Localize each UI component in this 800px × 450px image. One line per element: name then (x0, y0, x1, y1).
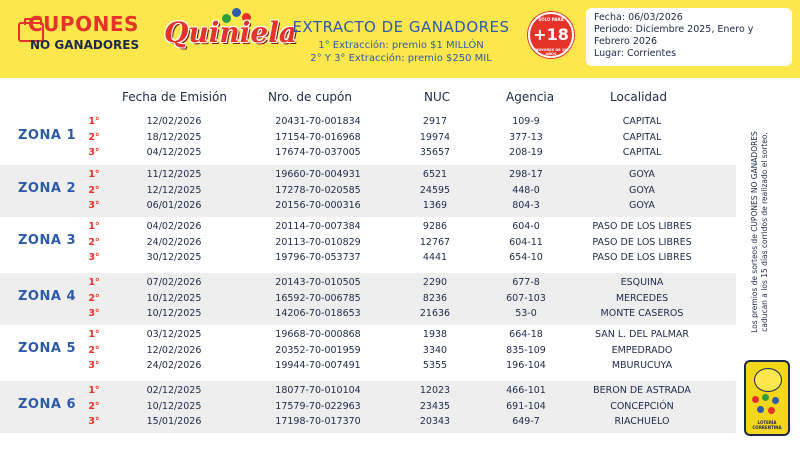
localidad-cell: SAN L. DEL PALMAR (594, 329, 689, 340)
quiniela-logo: Quiniela (164, 16, 297, 49)
fecha-cell: 02/12/2025 (146, 385, 202, 396)
nuc-cell: 2290 (422, 277, 448, 288)
nuc-cell: 19974 (419, 131, 451, 143)
row-position: 2° (88, 292, 100, 304)
fecha-cell: 30/12/2025 (146, 252, 202, 263)
row-position: 1° (88, 385, 100, 396)
fecha-cell: 10/12/2025 (146, 292, 202, 304)
localidad-cell: GOYA (629, 184, 655, 196)
nuc-cell: 23435 (419, 400, 451, 412)
zone-3 (0, 217, 736, 269)
agencia-cell: 664-18 (509, 329, 543, 340)
nuc-cell: 3340 (422, 344, 448, 356)
info-box (586, 8, 792, 66)
agencia-cell: 604-11 (509, 236, 543, 248)
localidad-cell: MONTE CASEROS (600, 308, 684, 319)
age-restriction-badge (528, 12, 574, 58)
row-position: 1° (88, 116, 100, 127)
mascot-phone-icon (744, 360, 790, 436)
age-badge-number: +18 (533, 25, 569, 44)
cupon-cell: 20114-70-007384 (275, 221, 361, 232)
row-position: 1° (88, 277, 100, 288)
side-note-line-1: Los premios de sorteos de CUPONES NO GANADORES (750, 131, 759, 333)
mascot-label: LOTERÍA CORRENTINA (752, 420, 782, 430)
nuc-cell: 24595 (419, 184, 451, 196)
cupones-logo (6, 8, 142, 58)
localidad-cell: CAPITAL (622, 147, 662, 158)
column-header-agencia: Agencia (506, 90, 555, 104)
fecha-cell: 24/02/2026 (146, 360, 202, 371)
cupon-cell: 19796-70-053737 (275, 252, 361, 263)
nuc-cell: 8236 (422, 292, 448, 304)
agencia-cell: 654-10 (509, 252, 543, 263)
fecha-cell: 10/12/2025 (146, 400, 202, 412)
row-position: 1° (88, 169, 100, 180)
column-header-fecha: Fecha de Emisión (122, 90, 227, 104)
cupon-cell: 17579-70-022963 (275, 400, 361, 412)
cupon-cell: 19660-70-004931 (275, 169, 361, 180)
agencia-cell: 298-17 (509, 169, 543, 180)
cupon-cell: 20143-70-010505 (275, 277, 361, 288)
column-header-nuc: NUC (424, 90, 451, 104)
side-note-line-2: caducan a los 15 días corridos de realizado el sorteo. (760, 132, 769, 332)
localidad-cell: RIACHUELO (614, 416, 670, 427)
agencia-cell: 835-109 (506, 344, 546, 356)
localidad-cell: MBURUCUYA (611, 360, 673, 371)
nuc-cell: 21636 (419, 308, 451, 319)
age-badge-top-text: SÓLO PARA (538, 17, 564, 22)
fecha-cell: 11/12/2025 (146, 169, 202, 180)
localidad-cell: MERCEDES (615, 292, 669, 304)
row-position: 2° (88, 344, 100, 356)
nuc-cell: 4441 (422, 252, 448, 263)
agencia-cell: 448-0 (512, 184, 540, 196)
cupon-cell: 19944-70-007491 (275, 360, 361, 371)
zone-name: ZONA 6 (18, 397, 76, 412)
cupon-cell: 17278-70-020585 (275, 184, 361, 196)
row-position: 3° (88, 252, 100, 263)
zone-name: ZONA 4 (18, 289, 76, 304)
info-periodo-2: Febrero 2026 (594, 36, 658, 47)
fecha-cell: 04/02/2026 (146, 221, 202, 232)
age-badge-bottom-text: MAYORES DE 18 AÑOS (535, 48, 567, 56)
cupon-cell: 18077-70-010104 (275, 385, 361, 396)
localidad-cell: PASO DE LOS LIBRES (592, 236, 692, 248)
agencia-cell: 109-9 (512, 116, 540, 127)
cupon-cell: 20352-70-001959 (275, 344, 361, 356)
row-position: 2° (88, 131, 100, 143)
extract-title: EXTRACTO DE GANADORES (292, 18, 510, 36)
zone-2 (0, 165, 736, 217)
nuc-cell: 12767 (419, 236, 451, 248)
cupon-cell: 17198-70-017370 (275, 416, 361, 427)
header-banner (0, 0, 800, 78)
agencia-cell: 466-101 (506, 385, 546, 396)
agencia-cell: 208-19 (509, 147, 543, 158)
localidad-cell: GOYA (629, 200, 655, 211)
column-header-localidad: Localidad (610, 90, 668, 104)
zone-name: ZONA 3 (18, 233, 76, 248)
fecha-cell: 04/12/2025 (146, 147, 202, 158)
fecha-cell: 10/12/2025 (146, 308, 202, 319)
nuc-cell: 6521 (422, 169, 448, 180)
row-position: 3° (88, 147, 100, 158)
zone-name: ZONA 2 (18, 181, 76, 196)
nuc-cell: 1369 (422, 200, 448, 211)
zone-5 (0, 325, 736, 377)
row-position: 2° (88, 184, 100, 196)
agencia-cell: 377-13 (509, 131, 543, 143)
localidad-cell: PASO DE LOS LIBRES (592, 252, 692, 263)
nuc-cell: 1938 (422, 329, 448, 340)
agencia-cell: 53-0 (515, 308, 537, 319)
cupon-cell: 19668-70-000868 (275, 329, 361, 340)
zone-4 (0, 273, 736, 325)
cupon-cell: 14206-70-018653 (275, 308, 361, 319)
cupon-cell: 16592-70-006785 (275, 292, 361, 304)
info-periodo-1: Periodo: Diciembre 2025, Enero y (594, 24, 754, 35)
info-lugar: Lugar: Corrientes (594, 48, 677, 59)
localidad-cell: PASO DE LOS LIBRES (592, 221, 692, 232)
brand-subtitle: NO GANADORES (30, 38, 140, 52)
fecha-cell: 12/02/2026 (146, 344, 202, 356)
fecha-cell: 12/02/2026 (146, 116, 202, 127)
cupon-cell: 20113-70-010829 (275, 236, 361, 248)
zone-name: ZONA 1 (18, 128, 76, 143)
prize-line-1: 1° Extracción: premio $1 MILLÓN (318, 40, 484, 51)
row-position: 3° (88, 200, 100, 211)
mascot-face-icon (754, 368, 782, 392)
cupon-cell: 17674-70-037005 (275, 147, 361, 158)
nuc-cell: 2917 (422, 116, 448, 127)
localidad-cell: ESQUINA (620, 277, 664, 288)
localidad-cell: CAPITAL (622, 131, 662, 143)
agencia-cell: 604-0 (512, 221, 540, 232)
info-fecha: Fecha: 06/03/2026 (594, 12, 683, 23)
fecha-cell: 07/02/2026 (146, 277, 202, 288)
localidad-cell: CONCEPCIÓN (610, 400, 674, 412)
fecha-cell: 06/01/2026 (146, 200, 202, 211)
zone-1 (0, 112, 736, 164)
row-position: 3° (88, 416, 100, 427)
cupon-cell: 20156-70-000316 (275, 200, 361, 211)
fecha-cell: 15/01/2026 (146, 416, 202, 427)
column-header-cupon: Nro. de cupón (268, 90, 352, 104)
cupon-cell: 17154-70-016968 (275, 131, 361, 143)
side-note-text (750, 114, 770, 350)
row-position: 1° (88, 221, 100, 232)
agencia-cell: 649-7 (512, 416, 540, 427)
nuc-cell: 9286 (422, 221, 448, 232)
nuc-cell: 20343 (419, 416, 451, 427)
fecha-cell: 03/12/2025 (146, 329, 202, 340)
cupon-cell: 20431-70-001834 (275, 116, 361, 127)
row-position: 3° (88, 308, 100, 319)
brand-title: CUPONES (28, 12, 139, 36)
row-position: 2° (88, 236, 100, 248)
agencia-cell: 804-3 (512, 200, 540, 211)
row-position: 2° (88, 400, 100, 412)
row-position: 1° (88, 329, 100, 340)
fecha-cell: 24/02/2026 (146, 236, 202, 248)
fecha-cell: 12/12/2025 (146, 184, 202, 196)
zone-6 (0, 381, 736, 433)
nuc-cell: 12023 (419, 385, 451, 396)
nuc-cell: 35657 (419, 147, 451, 158)
row-position: 3° (88, 360, 100, 371)
side-note (738, 114, 782, 350)
localidad-cell: EMPEDRADO (611, 344, 673, 356)
localidad-cell: BERON DE ASTRADA (593, 385, 691, 396)
agencia-cell: 691-104 (506, 400, 546, 412)
fecha-cell: 18/12/2025 (146, 131, 202, 143)
agencia-cell: 196-104 (506, 360, 546, 371)
nuc-cell: 5355 (422, 360, 448, 371)
prize-line-2: 2° Y 3° Extracción: premio $250 MIL (310, 53, 492, 64)
agencia-cell: 607-103 (506, 292, 546, 304)
localidad-cell: GOYA (629, 169, 655, 180)
zone-name: ZONA 5 (18, 341, 76, 356)
agencia-cell: 677-8 (512, 277, 540, 288)
localidad-cell: CAPITAL (622, 116, 662, 127)
